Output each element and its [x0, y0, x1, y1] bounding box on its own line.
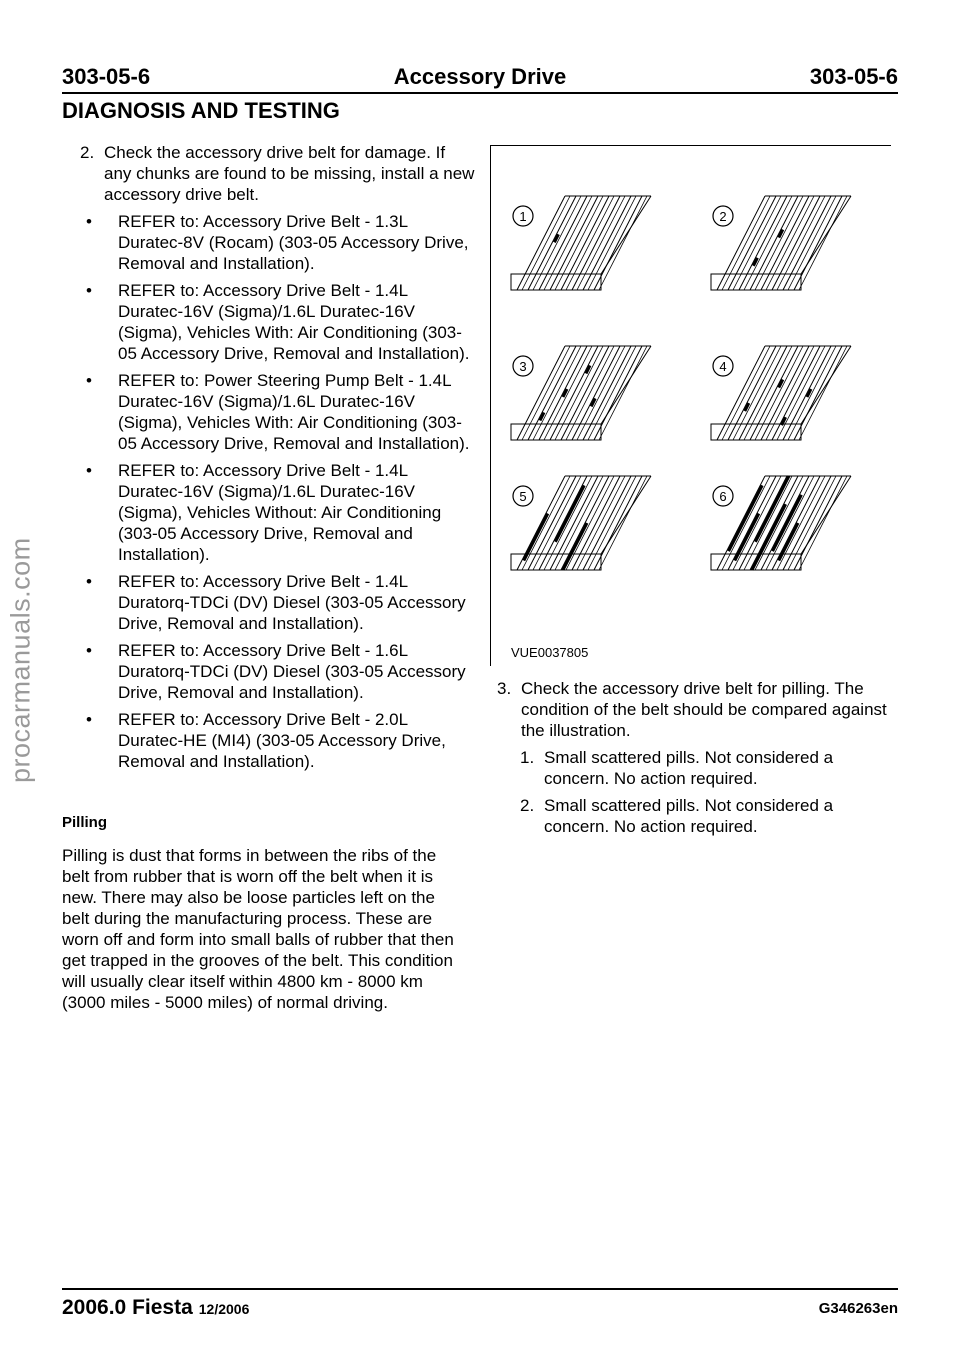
- belt-rib: [728, 476, 776, 570]
- bullet-icon: •: [86, 641, 92, 660]
- refer-item: [80, 709, 475, 772]
- header-code-right: 303-05-6: [809, 64, 898, 89]
- right-column: [497, 678, 897, 843]
- callout-label: 3: [519, 359, 527, 374]
- belt-side: [801, 346, 851, 424]
- condition-number: 1.: [520, 748, 535, 767]
- bullet-icon: •: [86, 281, 92, 300]
- refer-link[interactable]: REFER to: Accessory Drive Belt - 1.4L Duratec-16V (Sigma)/1.6L Duratec-16V (Sigma), Vehicles With: Air Conditioning (303-05 Accessory Drive, Removal and Installation).: [118, 281, 470, 363]
- refer-link[interactable]: REFER to: Accessory Drive Belt - 1.3L Duratec-8V (Rocam) (303-05 Accessory Drive, Removal and Installation).: [118, 212, 469, 273]
- section-title: DIAGNOSIS AND TESTING: [62, 98, 340, 123]
- refer-item: [80, 571, 475, 634]
- belt-pilling-illustration: [490, 145, 891, 666]
- belt-rib-edge: [788, 476, 836, 570]
- refer-link[interactable]: REFER to: Power Steering Pump Belt - 1.4L Duratec-16V (Sigma)/1.6L Duratec-16V (Sigma), Vehicles With: Air Conditioning (303-05 Accessory Drive, Removal and Installation).: [118, 371, 470, 453]
- footer-date: 12/2006: [198, 1301, 250, 1317]
- pilling-condition-item: [497, 747, 897, 789]
- pilling-condition-item: [497, 795, 897, 837]
- belt-sample-5: [511, 476, 651, 570]
- pilling-paragraph: Pilling is dust that forms in between the ribs of the belt from rubber that is worn off the belt when it is new. There may also be loose particles left on the belt during the manufacturing process. These are worn off and form into small balls of rubber that then get trapped in the grooves of the belt. This condition will usually clear itself within 4800 km - 8000 km (3000 miles - 5000 miles) of normal driving.: [62, 846, 454, 1012]
- step-3-text: Check the accessory drive belt for pilling. The condition of the belt should be compared against the illustration.: [521, 679, 887, 740]
- page-header: [62, 60, 898, 92]
- belt-rib-edge: [599, 346, 647, 440]
- pilling-heading: Pilling: [62, 814, 107, 831]
- step-2-text: Check the accessory drive belt for damage. If any chunks are found to be missing, install a new accessory drive belt.: [104, 143, 475, 204]
- refer-item: [80, 370, 475, 454]
- callout-label: 1: [519, 209, 527, 224]
- belt-rib: [528, 196, 576, 290]
- footer-model: 2006.0 Fiesta: [62, 1296, 193, 1319]
- refer-link[interactable]: REFER to: Accessory Drive Belt - 1.4L Duratec-16V (Sigma)/1.6L Duratec-16V (Sigma), Vehicles Without: Air Conditioning (303-05 Accessory Drive, Removal and Installation).: [118, 461, 442, 564]
- belt-rib-edge: [599, 476, 647, 570]
- bullet-icon: •: [86, 461, 92, 480]
- figure-code: VUE0037805: [511, 645, 589, 660]
- belt-rib: [728, 196, 776, 290]
- belt-rib-edge: [588, 476, 636, 570]
- belt-sample-3: [511, 346, 651, 440]
- belt-sample-6: [711, 476, 851, 570]
- header-rule: [62, 92, 898, 94]
- belt-rib: [528, 346, 576, 440]
- belt-rib-edge: [799, 346, 847, 440]
- belt-sample-4: [711, 346, 851, 440]
- footer-code: G346263en: [818, 1300, 898, 1317]
- belt-diagram-svg: [491, 146, 891, 666]
- condition-text: Small scattered pills. Not considered a concern. No action required.: [544, 748, 834, 788]
- step-3: [497, 678, 897, 741]
- step-2: [80, 142, 475, 205]
- belt-rib-edge: [599, 196, 647, 290]
- page-footer: [62, 1296, 898, 1320]
- belt-side: [801, 196, 851, 274]
- header-title: Accessory Drive: [393, 64, 567, 89]
- callout-label: 2: [719, 209, 727, 224]
- belt-rib: [728, 346, 776, 440]
- callout-label: 5: [519, 489, 527, 504]
- bullet-icon: •: [86, 371, 92, 390]
- belt-side: [601, 346, 651, 424]
- left-column: [62, 142, 475, 1013]
- belt-rib-edge: [799, 476, 847, 570]
- belt-rib-edge: [788, 346, 836, 440]
- belt-rib-edge: [588, 196, 636, 290]
- refer-item: [80, 280, 475, 364]
- pilling-conditions-list: [497, 747, 897, 837]
- refer-list: [80, 211, 475, 772]
- belt-rib-edge: [588, 346, 636, 440]
- callout-label: 4: [719, 359, 727, 374]
- belt-side: [801, 476, 851, 554]
- callout-label: 6: [719, 489, 727, 504]
- refer-item: [80, 460, 475, 565]
- condition-number: 2.: [520, 796, 535, 815]
- refer-item: [80, 211, 475, 274]
- step-3-number: 3.: [497, 679, 512, 698]
- belt-sample-1: [511, 196, 651, 290]
- belt-rib-edge: [788, 196, 836, 290]
- bullet-icon: •: [86, 212, 92, 231]
- refer-link[interactable]: REFER to: Accessory Drive Belt - 2.0L Duratec-HE (MI4) (303-05 Accessory Drive, Removal and Installation).: [118, 710, 446, 771]
- belt-side: [601, 196, 651, 274]
- refer-link[interactable]: REFER to: Accessory Drive Belt - 1.6L Duratorq-TDCi (DV) Diesel (303-05 Accessory Drive, Removal and Installation).: [118, 641, 466, 702]
- refer-item: [80, 640, 475, 703]
- step-2-number: 2.: [80, 143, 95, 162]
- condition-text: Small scattered pills. Not considered a concern. No action required.: [544, 796, 834, 836]
- header-code-left: 303-05-6: [62, 64, 151, 89]
- belt-sample-2: [711, 196, 851, 290]
- bullet-icon: •: [86, 572, 92, 591]
- belt-rib-edge: [799, 196, 847, 290]
- bullet-icon: •: [86, 710, 92, 729]
- footer-rule: [62, 1288, 898, 1290]
- belt-side: [601, 476, 651, 554]
- watermark: procarmanuals.com: [5, 537, 36, 783]
- refer-link[interactable]: REFER to: Accessory Drive Belt - 1.4L Duratorq-TDCi (DV) Diesel (303-05 Accessory Drive, Removal and Installation).: [118, 572, 466, 633]
